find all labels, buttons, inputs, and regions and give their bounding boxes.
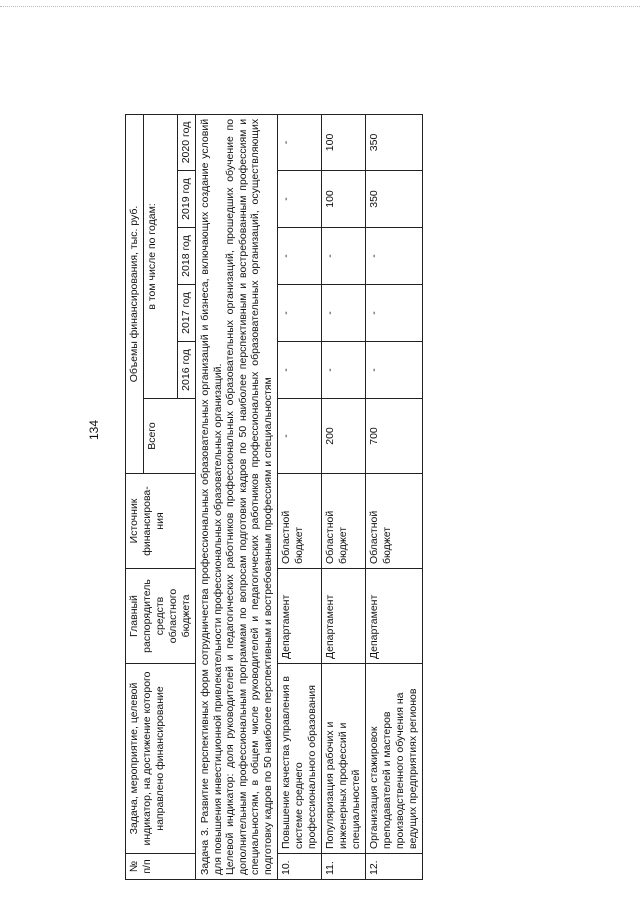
header-source: Источник финансирова-ния — [126, 474, 196, 569]
row-num: 11. — [322, 854, 366, 880]
table-row — [322, 114, 366, 879]
rotated-table-container — [125, 115, 621, 880]
header-year-2018: 2018 год — [178, 228, 196, 285]
row-2016: - — [366, 342, 423, 399]
row-total: 200 — [322, 399, 366, 474]
task-row — [196, 114, 278, 879]
row-2020: 350 — [366, 114, 423, 170]
row-name: Повышение качества управления в системе среднего профессионального образования — [278, 664, 322, 854]
row-num: 10. — [278, 854, 322, 880]
header-num: № п/п — [126, 854, 196, 880]
row-name: Организация стажировок преподавателей и мастеров производственного обучения на ведущих предприятиях регионов — [366, 664, 423, 854]
row-distributor: Департамент — [278, 569, 322, 664]
row-2018: - — [366, 228, 423, 285]
row-2019: - — [278, 171, 322, 228]
row-num: 12. — [366, 854, 423, 880]
task-text: Задача 3. Развитие перспективных форм сотрудничества профессиональных образовательных организаций и бизнеса, включающих создание условий для повышения инвестиционной привлекательности профессиональных образовательных организаций. — [199, 118, 224, 875]
header-year-2016: 2016 год — [178, 342, 196, 399]
task-description — [196, 114, 278, 879]
table-row — [278, 114, 322, 879]
table-row — [366, 114, 423, 879]
header-year-2019: 2019 год — [178, 171, 196, 228]
page-number: 134 — [87, 419, 101, 440]
row-2019: 100 — [322, 171, 366, 228]
row-source: Областной бюджет — [322, 474, 366, 569]
header-total: Всего — [144, 399, 196, 474]
row-2017: - — [366, 285, 423, 342]
row-2017: - — [278, 285, 322, 342]
row-2020: 100 — [322, 114, 366, 170]
row-2020: - — [278, 114, 322, 170]
header-by-years: в том числе по годам: — [144, 114, 178, 398]
row-2018: - — [278, 228, 322, 285]
row-2019: 350 — [366, 171, 423, 228]
row-2016: - — [278, 342, 322, 399]
financing-table — [125, 114, 423, 880]
row-total: 700 — [366, 399, 423, 474]
scan-edge — [0, 6, 640, 11]
row-name: Популяризация рабочих и инженерных профессий и специальностей — [322, 664, 366, 854]
indicator-text: Целевой индикатор: доля руководителей и педагогических работников профессиональных образовательных организаций, прошедших обучение по дополнительным профессиональным программам по вопросам подготовки кадров по 50 наиболее перспективным и востребованным профессиям и специальностям, в общем числе руководителей и педагогических работников профессиональных образовательных организаций, осуществляющих подготовку кадров по 50 наиболее перспективным и востребованным профессиям и специальностям — [224, 118, 274, 875]
header-year-2017: 2017 год — [178, 285, 196, 342]
header-task: Задача, мероприятие, целевой индикатор, на достижение которого направлено финансирование — [126, 664, 196, 854]
row-2017: - — [322, 285, 366, 342]
row-2018: - — [322, 228, 366, 285]
header-row-1 — [126, 114, 144, 879]
row-distributor: Департамент — [322, 569, 366, 664]
row-source: Областной бюджет — [278, 474, 322, 569]
row-source: Областной бюджет — [366, 474, 423, 569]
row-distributor: Департамент — [366, 569, 423, 664]
header-distributor: Главный распорядитель средств областного бюджета — [126, 569, 196, 664]
row-2016: - — [322, 342, 366, 399]
header-volume: Объемы финансирования, тыс. руб. — [126, 114, 144, 473]
row-total: - — [278, 399, 322, 474]
header-year-2020: 2020 год — [178, 114, 196, 170]
